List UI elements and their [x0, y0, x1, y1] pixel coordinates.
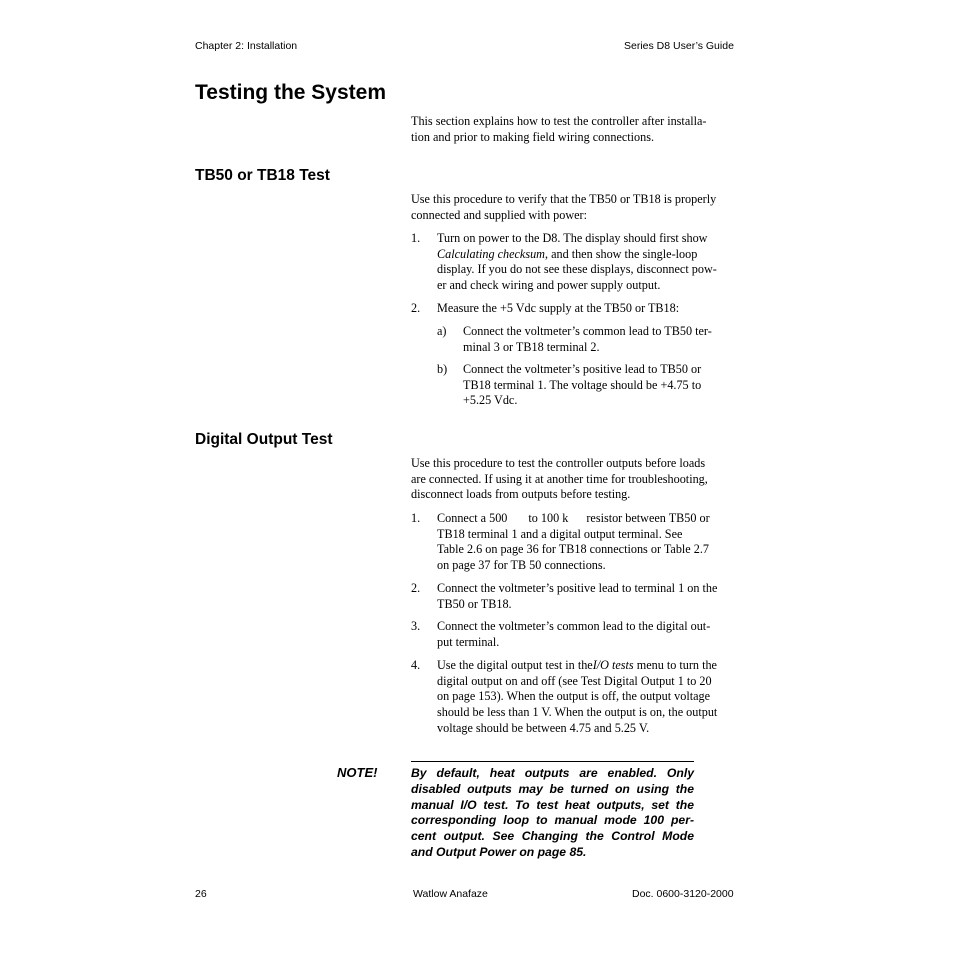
tb-step-1-line-1: Turn on power to the D8. The display should first show	[437, 231, 708, 245]
note-line-2: disabled outputs may be turned on using the	[411, 781, 694, 796]
do-step-4-text	[437, 658, 749, 737]
footer-company: Watlow Anafaze	[413, 888, 488, 900]
tb-substep-a-letter: a)	[437, 324, 447, 338]
tb-step-1-line-2-rest: , and then show the single-loop	[544, 246, 698, 261]
do-step-4-number: 4.	[411, 658, 421, 672]
tb-step-1-line-3: display. If you do not see these displays, disconnect pow-	[437, 262, 717, 277]
do-step-4-line-3: on page 153). When the output is off, the output voltage	[437, 689, 711, 704]
do-step-3-number: 3.	[411, 619, 421, 633]
tb-test-intro	[411, 192, 747, 223]
tb-step-2-text: Measure the +5 Vdc supply at the TB50 or TB18:	[437, 301, 680, 315]
do-step-2-line-1: Connect the voltmeter’s positive lead to terminal 1 on the	[437, 581, 718, 595]
tb-substep-b-line-3: +5.25 Vdc.	[463, 393, 518, 408]
heading-digital-output-test: Digital Output Test	[195, 431, 333, 448]
tb-substep-b-letter: b)	[437, 362, 448, 376]
tb-substep-b-text	[463, 362, 747, 409]
note-line-3: manual I/O test. To test heat outputs, set the	[411, 797, 694, 812]
tb-substep-a-text	[463, 324, 747, 355]
do-step-1-line-1	[437, 511, 749, 527]
do-step-4-line-1	[437, 658, 749, 674]
tb-step-1-line-4: er and check wiring and power supply output.	[437, 278, 661, 293]
do-intro-line-3: disconnect loads from outputs before testing.	[411, 487, 631, 502]
tb-step-2-number: 2.	[411, 301, 421, 315]
do-step-1-line-4: on page 37 for TB 50 connections.	[437, 558, 606, 573]
note-line-6: and Output Power on page 85.	[411, 844, 587, 859]
do-step-2-line-2: TB50 or TB18.	[437, 596, 512, 611]
do-step-4-line-5: voltage should be between 4.75 and 5.25 V.	[437, 720, 650, 735]
calculating-checksum-term: Calculating checksum	[437, 246, 545, 261]
tb-substep-b-line-1: Connect the voltmeter’s positive lead to TB50 or	[463, 362, 702, 376]
do-step-4-line-1-rest: menu to turn the	[633, 658, 717, 672]
heading-tb-test: TB50 or TB18 Test	[195, 167, 330, 184]
do-step-1-line-3: Table 2.6 on page 36 for TB18 connections or Table 2.7	[437, 542, 709, 557]
tb-intro-line-2: connected and supplied with power:	[411, 207, 587, 222]
intro-line-2: tion and prior to making field wiring connections.	[411, 129, 655, 144]
do-step-3-text	[437, 619, 749, 650]
do-step-1-number: 1.	[411, 511, 421, 525]
note-line-1: By default, heat outputs are enabled. Only	[411, 766, 694, 780]
tb-substep-b-line-2: TB18 terminal 1. The voltage should be +4.75 to	[463, 377, 702, 392]
note-line-5: cent output. See Changing the Control Mode	[411, 829, 694, 844]
note-label: NOTE!	[337, 765, 378, 780]
running-header-chapter: Chapter 2: Installation	[195, 40, 298, 52]
tb-substep-a-line-2: minal 3 or TB18 terminal 2.	[463, 339, 600, 354]
do-step-4-line-4: should be less than 1 V. When the output is on, the output	[437, 705, 718, 720]
tb-substep-a-line-1: Connect the voltmeter’s common lead to TB50 ter-	[463, 324, 712, 338]
tb-step-1-line-2	[437, 247, 749, 263]
note-line-4: corresponding loop to manual mode 100 per-	[411, 813, 694, 828]
io-tests-menu-term: I/O tests	[592, 658, 634, 672]
do-step-1-line-1-rest: resistor between TB50 or	[586, 511, 710, 525]
resistor-value-high: to 100 k	[528, 511, 569, 525]
intro-line-1: This section explains how to test the controller after installa-	[411, 114, 707, 128]
note-text	[411, 766, 694, 861]
do-step-1-text	[437, 511, 749, 574]
section-intro	[411, 114, 747, 145]
tb-intro-line-1: Use this procedure to verify that the TB50 or TB18 is properly	[411, 192, 717, 206]
tb-step-1-text	[437, 231, 749, 294]
note-divider	[411, 761, 694, 762]
do-step-2-text	[437, 581, 749, 612]
do-intro-line-2: are connected. If using it at another time for troubleshooting,	[411, 471, 708, 486]
running-header-guide-title: Series D8 User’s Guide	[624, 40, 734, 52]
do-step-3-line-1: Connect the voltmeter’s common lead to the digital out-	[437, 619, 711, 633]
do-step-4-line-2: digital output on and off (see Test Digital Output 1 to 20	[437, 673, 712, 688]
do-intro-line-1: Use this procedure to test the controller outputs before loads	[411, 456, 706, 470]
do-step-2-number: 2.	[411, 581, 421, 595]
tb-step-1-number: 1.	[411, 231, 421, 245]
do-step-4-line-1-start: Use the digital output test in the	[437, 658, 593, 672]
footer-page-number: 26	[195, 888, 207, 900]
do-step-1-line-2: TB18 terminal 1 and a digital output terminal. See	[437, 526, 683, 541]
resistor-value-low: Connect a 500	[437, 511, 508, 525]
footer-doc-number: Doc. 0600-3120-2000	[632, 888, 734, 900]
page-title: Testing the System	[195, 81, 386, 104]
do-test-intro	[411, 456, 747, 503]
do-step-3-line-2: put terminal.	[437, 634, 500, 649]
